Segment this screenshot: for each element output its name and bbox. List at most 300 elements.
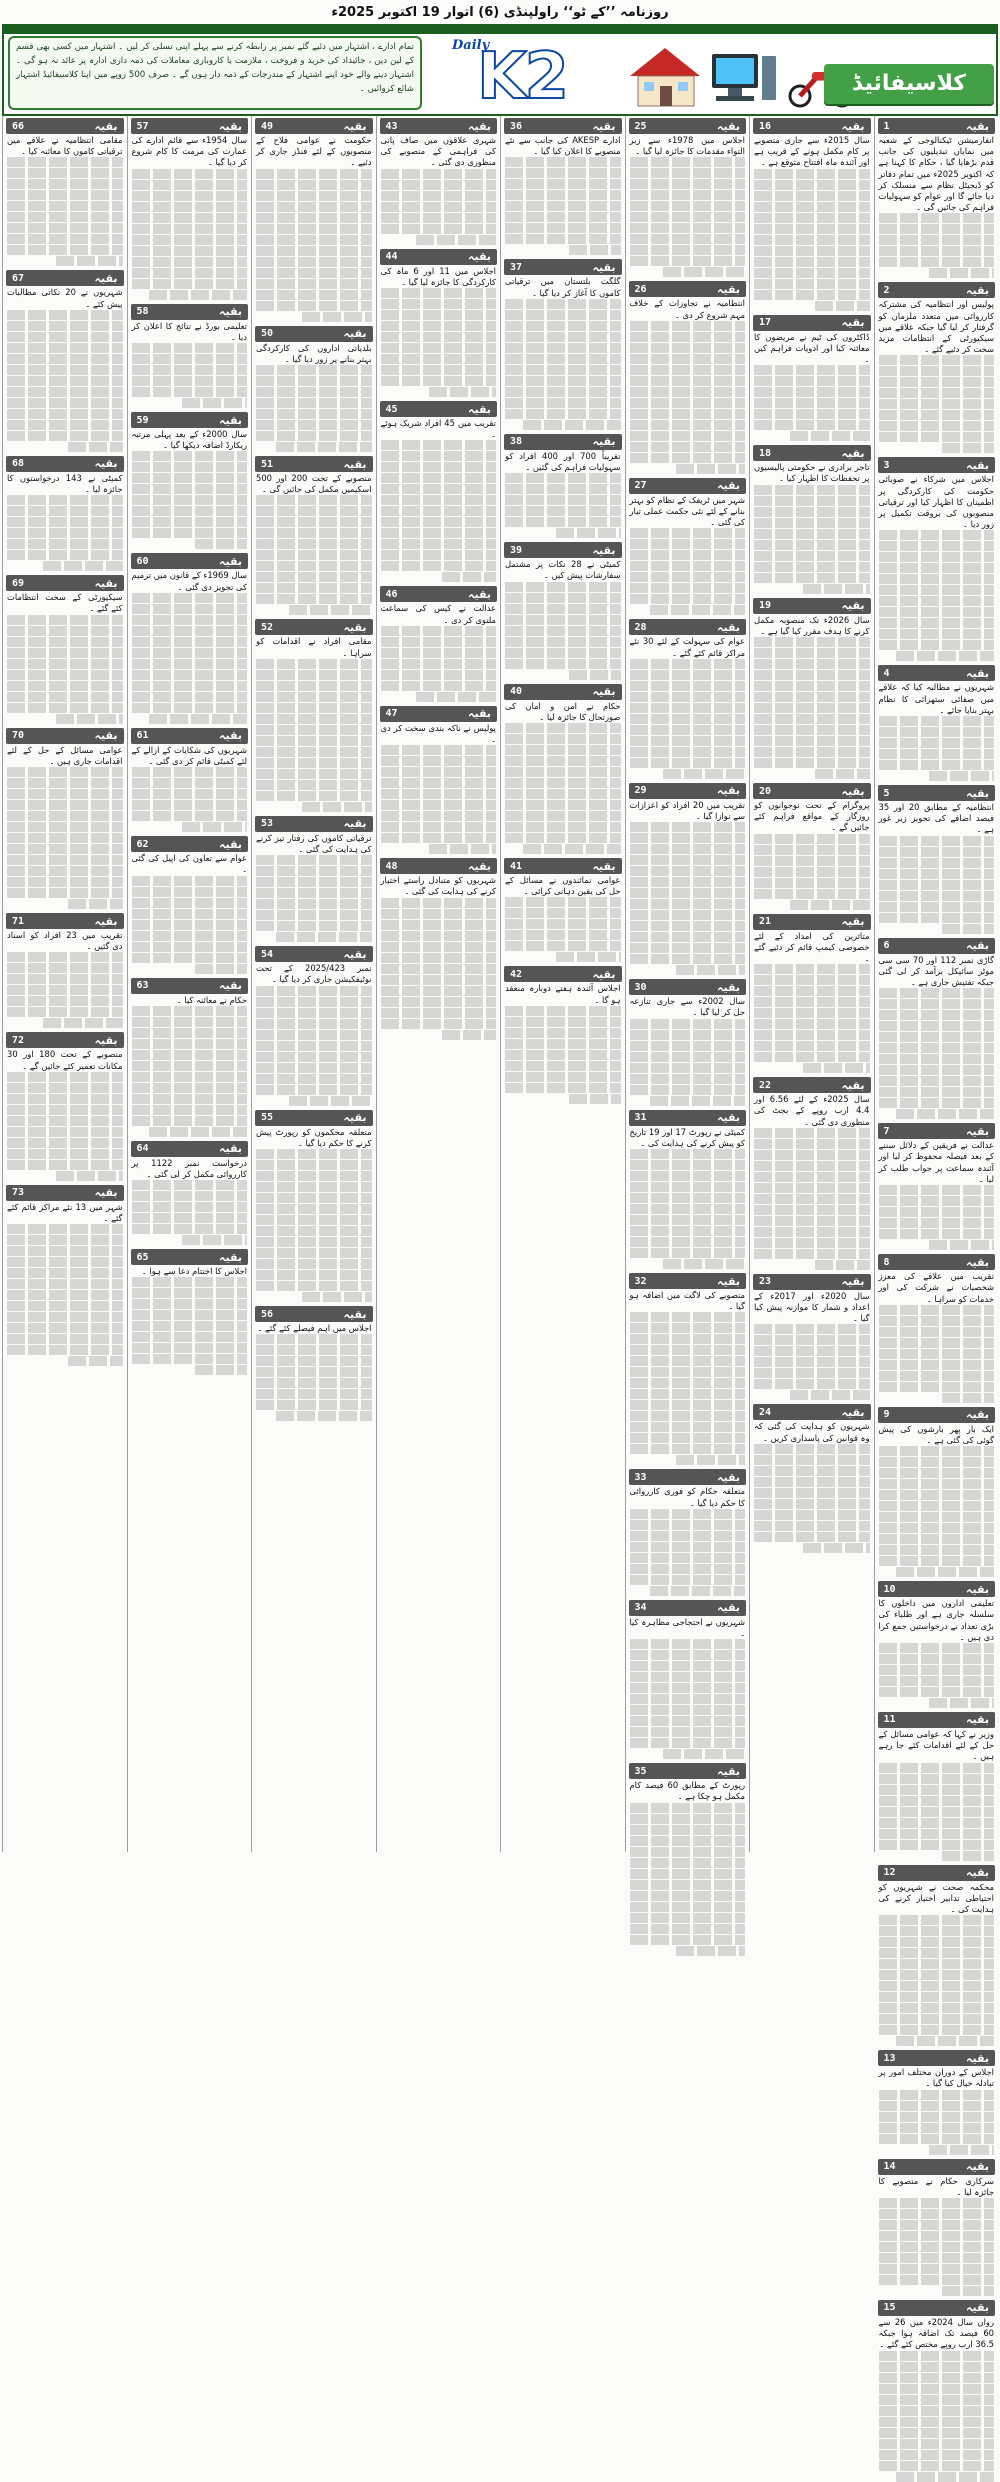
text-line [754,1335,870,1345]
classified-ad [255,816,373,942]
text-line [132,931,248,941]
ad-text: اجلاس میں 11 اور 6 ماہ کی کارکردگی کا جائزہ لیا گیا ۔ [380,265,496,287]
ad-header [380,706,498,722]
text-line [195,1365,247,1375]
text-line [630,1705,746,1715]
ad-label: بقیہ [343,457,367,471]
ad-number: 33 [634,1471,647,1483]
text-line [754,648,870,658]
text-line [7,201,123,211]
logo-daily: Daily [452,38,490,53]
text-line [132,235,248,245]
text-line [132,626,248,636]
ad-text: اجلاس میں شرکاء نے صوبائی حکومت کی کارکردگی پر اطمینان کا اظہار کیا اور ترقیاتی منصوبوں کی بروقت تکمیل پر زور دیا ۔ [878,474,994,530]
text-line [505,517,621,527]
text-line [505,310,621,320]
classified-ad [504,684,622,854]
ad-number: 21 [759,916,772,928]
text-line [790,431,870,441]
ad-number: 48 [385,860,398,872]
text-line [132,1006,248,1016]
text-line [132,169,248,179]
ad-label: بقیہ [717,1470,740,1484]
ad-label: بقیہ [592,859,616,873]
text-line [7,1083,123,1093]
ad-label: بقیہ [717,119,740,133]
text-line [7,528,123,538]
text-line [754,376,870,386]
text-line [256,506,372,516]
text-line [754,1139,870,1149]
text-line [879,1763,995,1773]
text-line [256,1378,372,1388]
classifieds-grid [2,116,998,2350]
text-line [256,257,372,267]
text-line [195,964,247,974]
text-line [754,1455,870,1465]
ad-text: تقریباً 700 اور 400 افراد کو سہولیات فراہم کی گئیں ۔ [505,450,621,473]
text-line [879,999,995,1009]
ad-label: بقیہ [966,2301,989,2315]
text-line [505,365,621,375]
ad-text: حکومت نے عوامی فلاح کے منصوبوں کے لئے فنڈز جاری کر دئیے ۔ [256,135,372,168]
classified-ad [6,1032,124,1180]
text-line [630,725,746,735]
text-line [879,1327,995,1337]
text-line [381,310,497,320]
text-line [381,484,497,494]
text-line [569,245,621,255]
text-line [879,596,995,606]
text-line [630,1575,746,1585]
text-line [630,594,746,604]
text-line [630,1149,746,1159]
ad-label: بقیہ [343,1111,367,1125]
text-line [256,780,372,790]
classified-ad [753,315,871,442]
text-line [630,583,746,593]
ad-number: 23 [759,1276,772,1288]
text-line [879,891,995,901]
text-line [132,681,248,691]
ad-number: 1 [883,120,890,132]
text-line [256,986,372,996]
text-line [879,1021,995,1031]
text-line [754,507,870,517]
text-line [256,517,372,527]
text-line [630,1902,746,1912]
text-line [879,1360,995,1370]
classified-ad [878,118,996,278]
text-line [879,2014,995,2024]
text-line [256,1334,372,1344]
ad-header [504,542,622,558]
text-line [505,387,621,397]
text-line [879,1229,995,1239]
ad-number: 69 [12,577,25,589]
ad-label: بقیہ [841,1275,865,1289]
ad-header [878,1407,996,1423]
text-line [302,802,371,812]
text-line [132,670,248,680]
text-line [256,703,372,713]
ad-header [131,1249,249,1265]
text-line [754,1324,870,1334]
ad-text: شہریوں کی شکایات کے ازالے کے لئے کمیٹی قائم کر دی گئی ۔ [131,744,247,767]
text-line [7,985,123,995]
text-line [7,1094,123,1104]
text-line [754,1466,870,1476]
classified-column [127,116,252,1852]
text-line [132,1321,248,1331]
ad-number: 67 [12,272,25,284]
text-line [630,1074,746,1084]
ad-text: سال 2025ء کے لئے 6.56 اور 4.4 ارب روپے کے بجٹ کی منظوری دی گئی ۔ [754,1094,870,1127]
text-line [381,986,497,996]
text-line [132,1224,248,1234]
ad-text: شہریوں کو ہدایت کی گئی کہ وہ قوانین کی پاسداری کریں ۔ [754,1421,870,1443]
text-line [7,789,123,799]
text-line [381,942,497,952]
text-line [302,312,371,322]
text-line [381,191,497,201]
classified-ad [380,118,498,245]
text-line [879,2101,995,2111]
ad-text: متاثرین کی امداد کے لئے خصوصی کیمپ قائم کر دئیے گئے ۔ [754,930,870,964]
text-line [7,1007,123,1017]
classified-ad [629,1763,747,1955]
text-line [256,224,372,234]
text-line [630,1891,746,1901]
text-line [630,954,746,964]
text-line [7,1334,123,1344]
ad-number: 56 [261,1308,274,1320]
ad-number: 58 [136,306,149,318]
ad-number: 44 [385,251,398,263]
text-line [929,268,994,278]
text-line [879,1054,995,1064]
text-line [879,2439,995,2449]
text-line [879,1349,995,1359]
text-line [256,877,372,887]
text-line [381,473,497,483]
text-line [754,180,870,190]
ad-label: بقیہ [592,685,616,699]
text-line [630,1880,746,1890]
text-line [879,2134,995,2144]
text-line [879,1654,995,1664]
text-line [132,593,248,603]
text-line [879,2090,995,2100]
text-line [256,725,372,735]
text-line [7,800,123,810]
text-line [754,213,870,223]
text-line [7,1127,123,1137]
text-line [879,1512,995,1522]
text-line [630,234,746,244]
text-line [942,443,994,453]
text-line [7,1116,123,1126]
text-line [132,953,248,963]
ad-number: 29 [634,785,647,797]
text-line [7,321,123,331]
ad-header [131,1141,249,1157]
ad-number: 10 [883,1583,896,1595]
text-line [381,202,497,212]
text-line [505,822,621,832]
text-line [630,1182,746,1192]
ad-text: عوامی نمائندوں نے مسائل کے حل کی یقین دہانی کرائی ۔ [505,875,621,897]
text-line [754,398,870,408]
text-line [630,866,746,876]
text-line [754,562,870,572]
k2-logo [428,36,614,112]
text-line [256,899,372,909]
text-line [754,703,870,713]
text-line [650,1096,745,1106]
text-line [630,550,746,560]
text-line [754,268,870,278]
text-line [790,1390,870,1400]
text-line [754,659,870,669]
text-line [630,190,746,200]
text-line [132,1105,248,1115]
ad-number: 24 [759,1406,772,1418]
text-line [942,2286,994,2296]
ad-label: بقیہ [468,587,491,601]
ad-text: عوامی مسائل کے حل کے لئے اقدامات جاری ہیں ۔ [7,744,123,766]
ad-header [753,315,871,331]
ad-header [131,118,249,134]
text-line [630,1085,746,1095]
text-line [132,257,248,267]
text-line [754,867,870,877]
text-line [7,681,123,691]
ad-text: شہری علاقوں میں صاف پانی کی فراہمی کے منصوبے کی منظوری دی گئی ۔ [380,135,496,168]
classified-ad [629,478,747,616]
ad-text: ترقیاتی کاموں کی رفتار تیز کرنے کی ہدایت کی گئی ۔ [256,832,372,855]
text-line [556,528,621,538]
text-line [754,1357,870,1367]
text-line [505,354,621,364]
text-line [505,756,621,766]
ad-header [629,281,747,297]
text-line [630,943,746,953]
text-line [630,1531,746,1541]
text-line [505,179,621,189]
text-line [7,157,123,167]
ad-label: بقیہ [94,729,118,743]
text-line [256,1204,372,1214]
text-line [650,1586,745,1596]
text-line [381,637,497,647]
ad-label: بقیہ [717,980,740,994]
ad-header [629,1763,747,1779]
ad-label: بقیہ [966,786,989,800]
text-line [256,583,372,593]
classified-ad [878,938,996,1120]
text-line [879,1959,995,1969]
text-line [505,299,621,309]
text-line [256,1182,372,1192]
text-line [381,756,497,766]
text-line [442,1030,496,1040]
text-line [630,747,746,757]
text-line [256,1281,372,1291]
text-line [630,1030,746,1040]
classified-ad [131,118,249,300]
text-line [256,1085,372,1095]
text-line [132,1202,248,1212]
text-line [879,1468,995,1478]
classified-ad [131,553,249,723]
text-line [429,387,496,397]
ad-header [878,938,996,954]
text-line [381,648,497,658]
text-line [815,1260,869,1270]
text-line [56,714,123,724]
text-line [754,1488,870,1498]
text-line [132,1039,248,1049]
text-line [381,506,497,516]
text-line [942,924,994,934]
text-line [381,1008,497,1018]
classified-column [251,116,376,1852]
text-line [256,758,372,768]
ad-label: بقیہ [219,119,242,133]
ad-header [255,619,373,635]
text-line [630,212,746,222]
text-line [256,1356,372,1366]
ad-number: 30 [634,981,647,993]
text-line [505,157,621,167]
text-line [630,157,746,167]
ad-label: بقیہ [717,1111,740,1125]
ad-label: بقیہ [966,1255,989,1269]
text-line [879,1076,995,1086]
text-line [7,974,123,984]
text-line [879,913,995,923]
text-line [630,1237,746,1247]
text-line [132,898,248,908]
ad-text: گلگت بلتستان میں ترقیاتی کاموں کا آغاز کر دیا گیا ۔ [505,276,621,298]
text-line [879,1501,995,1511]
text-line [754,878,870,888]
text-line [381,539,497,549]
text-line [381,299,497,309]
text-line [132,451,248,461]
ad-text: حکام نے معائنہ کیا ۔ [131,994,249,1006]
classified-ad [131,978,249,1137]
ad-header [504,966,622,982]
text-line [7,212,123,222]
text-line [505,343,621,353]
text-line [523,844,621,854]
classified-ad [6,118,124,266]
text-line [7,1072,123,1082]
text-line [7,517,123,527]
text-line [256,921,372,931]
text-line [754,1008,870,1018]
ad-header [753,598,871,614]
text-line [505,190,621,200]
text-line [256,888,372,898]
text-line [256,420,372,430]
classified-ad [131,836,249,973]
text-line [879,1196,995,1206]
classified-ad [878,1581,996,1708]
text-line [754,169,870,179]
ad-label: بقیہ [966,2051,989,2065]
text-line [132,279,248,289]
ad-text: عوام سے تعاون کی اپیل کی گئی ۔ [131,853,247,875]
text-line [7,365,123,375]
text-line [7,1105,123,1115]
text-line [879,366,995,376]
text-line [569,1094,621,1104]
text-line [879,246,995,256]
classified-ad [504,542,622,679]
text-line [256,213,372,223]
ad-header [878,2159,996,2175]
text-line [630,844,746,854]
text-line [256,747,372,757]
text-line [7,659,123,669]
ad-header [878,2050,996,2066]
text-line [256,246,372,256]
text-line [256,1052,372,1062]
ad-header [255,816,373,832]
text-line [879,1992,995,2002]
ad-label: بقیہ [343,1307,367,1321]
ad-text: محکمہ صحت نے شہریوں کو احتیاطی تدابیر اختیار کرنے کی ہدایت کی ۔ [878,1881,994,1914]
ad-text: سال 2020ء اور 2017ء کے اعداد و شمار کا موازنہ پیش کیا گیا ۔ [754,1290,870,1324]
text-line [132,387,248,397]
text-line [754,1510,870,1520]
text-line [132,1332,248,1342]
ad-label: بقیہ [717,784,740,798]
ad-text: منصوبے کے تحت 180 اور 30 مکانات تعمیر کئے جائیں گے ۔ [7,1049,123,1071]
classified-ad [255,456,373,615]
ad-label: بقیہ [343,327,367,341]
text-line [182,822,247,832]
text-line [276,1411,371,1421]
text-line [630,1661,746,1671]
text-line [7,648,123,658]
banner-title: کلاسیفائیڈ [824,64,994,104]
ad-header [380,858,498,874]
ad-number: 51 [261,458,274,470]
text-line [505,1050,621,1060]
text-line [754,496,870,506]
text-line [7,354,123,364]
text-line [630,179,746,189]
text-line [630,442,746,452]
text-line [7,234,123,244]
text-line [381,909,497,919]
text-line [630,659,746,669]
ad-label: بقیہ [219,413,242,427]
ad-text: متعلقہ حکام کو فوری کارروائی کا حکم دیا گیا ۔ [629,1486,745,1508]
text-line [676,1455,745,1465]
text-line [630,387,746,397]
ad-number: 71 [12,915,25,927]
text-line [256,659,372,669]
text-line [754,1477,870,1487]
ad-header [380,586,498,602]
ad-text: عوام کی سہولت کے لئے 30 نئے مراکز قائم کئے گئے ۔ [629,636,745,658]
text-line [132,462,248,472]
